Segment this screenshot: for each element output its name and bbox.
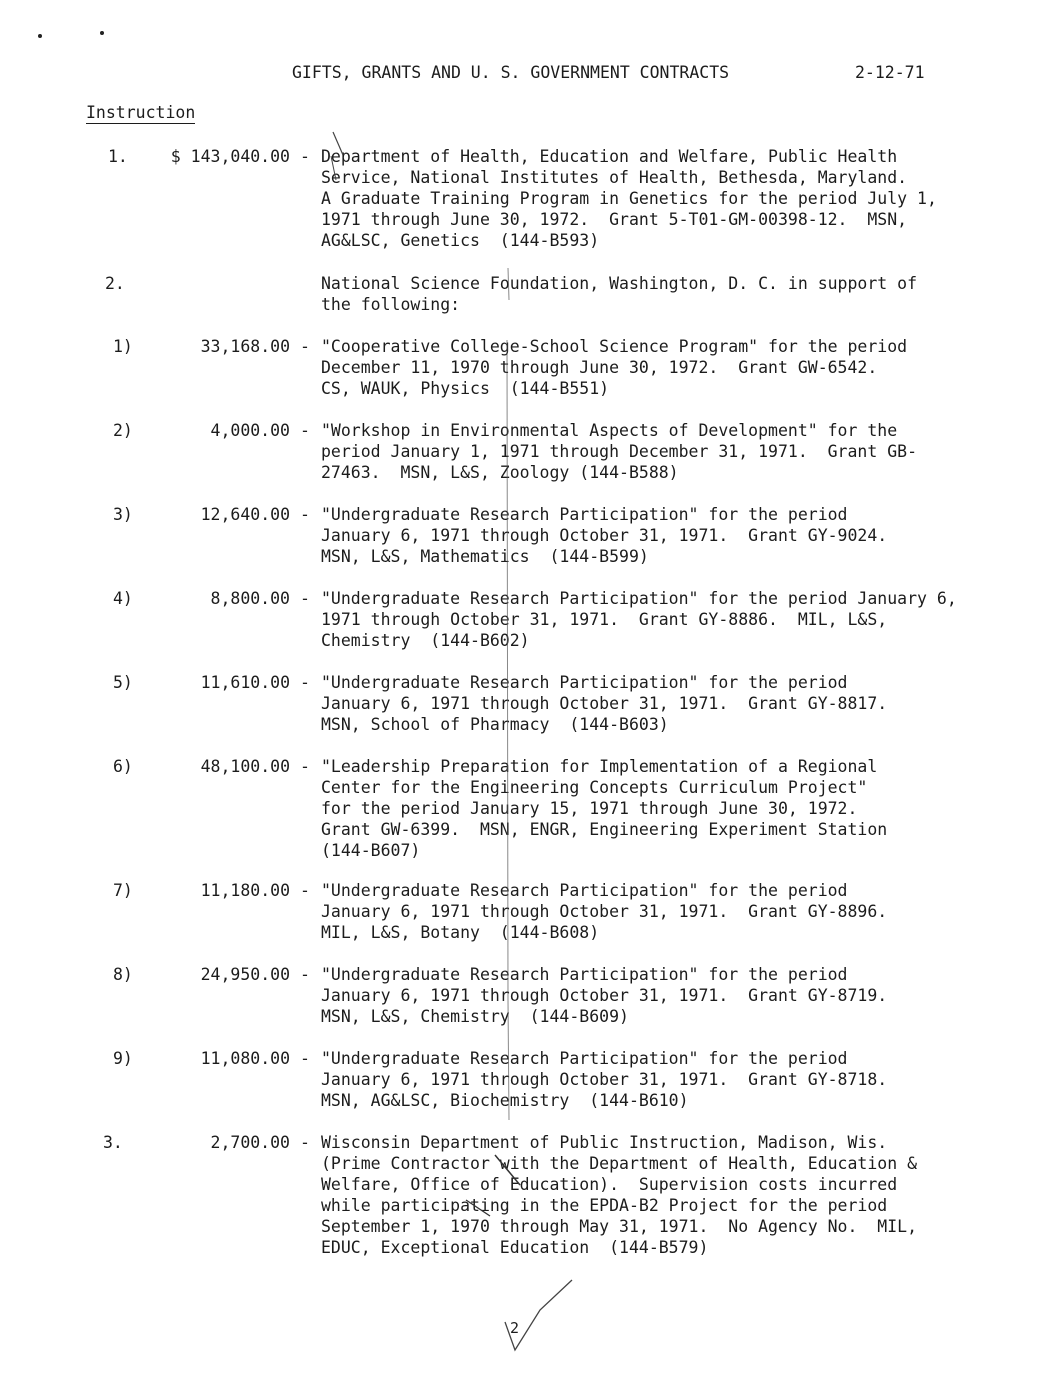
description-line: January 6, 1971 through October 31, 1971. Grant GY-9024. — [321, 526, 888, 545]
entry-description — [321, 146, 1011, 251]
description-line: Service, National Institutes of Health, Bethesda, Maryland. — [321, 168, 908, 187]
description-line: "Workshop in Environmental Aspects of Development" for the — [321, 421, 898, 440]
entry-dash: - — [300, 965, 310, 984]
entry-dash: - — [300, 337, 310, 356]
description-line: "Undergraduate Research Participation" for the period — [321, 881, 848, 900]
entry-amount: 2,700.00 — [210, 1133, 290, 1152]
entry-amount: 12,640.00 — [200, 505, 290, 524]
entry-dash: - — [300, 421, 310, 440]
entry-description — [321, 880, 1011, 943]
description-line: 27463. MSN, L&S, Zoology (144-B588) — [321, 463, 679, 482]
description-line: "Cooperative College-School Science Program" for the period — [321, 337, 908, 356]
description-line: January 6, 1971 through October 31, 1971. Grant GY-8817. — [321, 694, 888, 713]
description-line: January 6, 1971 through October 31, 1971. Grant GY-8718. — [321, 1070, 888, 1089]
entry-number: 2. — [105, 274, 125, 293]
entry-amount: $ 143,040.00 — [170, 147, 290, 166]
entry-dash: - — [300, 1133, 310, 1152]
description-line: January 6, 1971 through October 31, 1971. Grant GY-8719. — [321, 986, 888, 1005]
page-number: 2 — [510, 1319, 520, 1337]
entry-dash: - — [300, 147, 310, 166]
entry-description — [321, 756, 1011, 861]
description-line: MSN, School of Pharmacy (144-B603) — [321, 715, 669, 734]
entry-number: 3. — [103, 1133, 123, 1152]
description-line: "Undergraduate Research Participation" for the period — [321, 673, 848, 692]
entry-number: 4) — [113, 589, 133, 608]
description-line: 1971 through June 30, 1972. Grant 5-T01-GM-00398-12. MSN, — [321, 210, 908, 229]
entry-description — [321, 672, 1011, 735]
speck-mark — [100, 31, 104, 35]
description-line: "Undergraduate Research Participation" for the period — [321, 1049, 848, 1068]
document-date: 2-12-71 — [855, 63, 925, 82]
description-line: 1971 through October 31, 1971. Grant GY-8886. MIL, L&S, — [321, 610, 888, 629]
entry-description — [321, 588, 1011, 651]
entry-dash: - — [300, 881, 310, 900]
entry-description — [321, 336, 1011, 399]
description-line: period January 1, 1971 through December 31, 1971. Grant GB- — [321, 442, 918, 461]
description-line: September 1, 1970 through May 31, 1971. No Agency No. MIL, — [321, 1217, 918, 1236]
entry-number: 3) — [113, 505, 133, 524]
entry-number: 2) — [113, 421, 133, 440]
entry-dash: - — [300, 757, 310, 776]
entry-dash: - — [300, 589, 310, 608]
entry-description — [321, 1132, 1011, 1258]
entry-description — [321, 420, 1011, 483]
entry-dash: - — [300, 505, 310, 524]
description-line: EDUC, Exceptional Education (144-B579) — [321, 1238, 709, 1257]
entry-description — [321, 504, 1011, 567]
description-line: Chemistry (144-B602) — [321, 631, 530, 650]
entry-amount: 11,610.00 — [200, 673, 290, 692]
description-line: "Undergraduate Research Participation" for the period — [321, 965, 848, 984]
description-line: "Undergraduate Research Participation" for the period — [321, 505, 848, 524]
entry-amount: 33,168.00 — [200, 337, 290, 356]
description-line: Wisconsin Department of Public Instruction, Madison, Wis. — [321, 1133, 888, 1152]
description-line: A Graduate Training Program in Genetics for the period July 1, — [321, 189, 937, 208]
entry-amount: 4,000.00 — [210, 421, 290, 440]
entry-number: 6) — [113, 757, 133, 776]
entry-number: 1. — [108, 147, 128, 166]
entry-number: 5) — [113, 673, 133, 692]
entry-number: 8) — [113, 965, 133, 984]
description-line: for the period January 15, 1971 through June 30, 1972. — [321, 799, 858, 818]
entry-number: 1) — [113, 337, 133, 356]
description-line: Department of Health, Education and Welfare, Public Health — [321, 147, 898, 166]
entry-description — [321, 273, 1011, 315]
entry-description — [321, 1048, 1011, 1111]
description-line: MSN, L&S, Chemistry (144-B609) — [321, 1007, 629, 1026]
description-line: CS, WAUK, Physics (144-B551) — [321, 379, 610, 398]
entry-amount: 48,100.00 — [200, 757, 290, 776]
description-line: (144-B607) — [321, 841, 421, 860]
description-line: AG&LSC, Genetics (144-B593) — [321, 231, 600, 250]
description-line: "Undergraduate Research Participation" for the period January 6, — [321, 589, 957, 608]
description-line: MSN, AG&LSC, Biochemistry (144-B610) — [321, 1091, 689, 1110]
description-line: January 6, 1971 through October 31, 1971. Grant GY-8896. — [321, 902, 888, 921]
description-line: while participating in the EPDA-B2 Project for the period — [321, 1196, 888, 1215]
entry-dash: - — [300, 673, 310, 692]
description-line: "Leadership Preparation for Implementation of a Regional — [321, 757, 878, 776]
page-title: GIFTS, GRANTS AND U. S. GOVERNMENT CONTRACTS — [292, 63, 730, 82]
description-line: Center for the Engineering Concepts Curriculum Project" — [321, 778, 868, 797]
description-line: (Prime Contractor with the Department of Health, Education & — [321, 1154, 918, 1173]
description-line: December 11, 1970 through June 30, 1972. Grant GW-6542. — [321, 358, 878, 377]
section-heading: Instruction — [86, 103, 196, 122]
description-line: Grant GW-6399. MSN, ENGR, Engineering Experiment Station — [321, 820, 888, 839]
description-line: National Science Foundation, Washington, D. C. in support of — [321, 274, 918, 293]
description-line: MIL, L&S, Botany (144-B608) — [321, 923, 600, 942]
entry-description — [321, 964, 1011, 1027]
description-line: Welfare, Office of Education). Supervision costs incurred — [321, 1175, 898, 1194]
entry-number: 9) — [113, 1049, 133, 1068]
entry-amount: 11,180.00 — [200, 881, 290, 900]
description-line: MSN, L&S, Mathematics (144-B599) — [321, 547, 649, 566]
entry-number: 7) — [113, 881, 133, 900]
entry-dash: - — [300, 1049, 310, 1068]
entry-amount: 11,080.00 — [200, 1049, 290, 1068]
entry-amount: 8,800.00 — [210, 589, 290, 608]
speck-mark — [38, 34, 42, 38]
entry-amount: 24,950.00 — [200, 965, 290, 984]
description-line: the following: — [321, 295, 461, 314]
